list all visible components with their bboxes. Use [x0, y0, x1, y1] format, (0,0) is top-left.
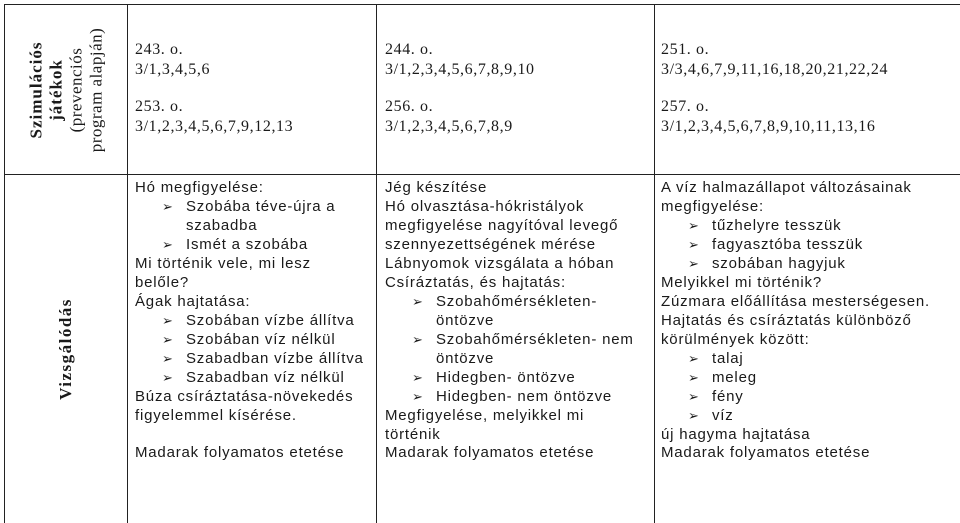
- line-text: Szobába téve-újra a: [186, 198, 336, 215]
- arrow-bullet-icon: ➢: [688, 371, 700, 386]
- line-text: tűzhelyre tesszük: [712, 217, 842, 234]
- bullet-item: [688, 387, 744, 406]
- exercise-list: 3/1,2,3,4,5,6,7,8,9: [385, 118, 513, 135]
- page-reference: 244. o.: [385, 41, 434, 58]
- bullet-item: [412, 292, 597, 311]
- bullet-item: [412, 368, 576, 387]
- activity-cell-col2: [385, 178, 651, 448]
- column-divider: [376, 4, 377, 523]
- bird-feeding-col1: Madarak folyamatos etetése: [135, 444, 345, 461]
- arrow-bullet-icon: ➢: [162, 352, 174, 367]
- bullet-item: [688, 349, 744, 368]
- row-label-vizsgalodas: [5, 175, 127, 523]
- column-divider: [127, 4, 128, 523]
- line-text: Hó olvasztása-hókristályok: [385, 198, 585, 215]
- text-line: [661, 197, 764, 216]
- row-label-line: program alapján): [86, 27, 105, 152]
- line-text: Mi történik vele, mi lesz: [135, 255, 311, 272]
- line-text: Ágak hajtatása:: [135, 293, 251, 310]
- bullet-item: [412, 387, 612, 406]
- row-label-szimulacios-jatekok: [5, 5, 127, 174]
- bird-feeding-col3: Madarak folyamatos etetése: [661, 444, 871, 461]
- reference-cell-col1: [135, 40, 293, 137]
- text-line: [385, 254, 614, 273]
- line-text: Csíráztatás, és hajtatás:: [385, 274, 566, 291]
- line-text: Szabadban víz nélkül: [186, 369, 345, 386]
- text-line: [436, 311, 494, 330]
- line-text: víz: [712, 407, 734, 424]
- line-text: körülmények között:: [661, 331, 810, 348]
- text-line: [385, 406, 584, 425]
- arrow-bullet-icon: ➢: [162, 200, 174, 215]
- text-line: [385, 178, 487, 197]
- line-text: fény: [712, 388, 744, 405]
- bullet-item: [688, 254, 846, 273]
- line-text: Jég készítése: [385, 179, 488, 196]
- arrow-bullet-icon: ➢: [688, 390, 700, 405]
- arrow-bullet-icon: ➢: [688, 219, 700, 234]
- exercise-list: 3/1,2,3,4,5,6,7,8,9,10: [385, 61, 535, 78]
- arrow-bullet-icon: ➢: [162, 371, 174, 386]
- bullet-item: [162, 235, 308, 254]
- activity-cell-col3: [661, 178, 957, 448]
- text-line: [661, 311, 912, 330]
- line-text: A víz halmazállapot változásainak: [661, 179, 912, 196]
- exercise-list: 3/1,3,4,5,6: [135, 61, 211, 78]
- text-line: [385, 273, 566, 292]
- page-reference: 251. o.: [661, 41, 710, 58]
- page-reference: 257. o.: [661, 98, 710, 115]
- bullet-item: [412, 330, 634, 349]
- text-line: [385, 216, 618, 235]
- line-text: öntözve: [436, 312, 495, 329]
- line-text: talaj: [712, 350, 744, 367]
- text-line: [135, 178, 264, 197]
- page-reference: 256. o.: [385, 98, 434, 115]
- bullet-item: [162, 311, 355, 330]
- text-line: [135, 292, 250, 311]
- bullet-item: [162, 368, 345, 387]
- line-text: Zúzmara előállítása mesterségesen.: [661, 293, 930, 310]
- row-label-bold-line: Szimulációs: [26, 41, 45, 138]
- text-line: [436, 349, 494, 368]
- activity-cell-col1: [135, 178, 373, 438]
- text-line: [661, 292, 930, 311]
- line-text: belőle?: [135, 274, 189, 291]
- row-label-text: Vizsgálódás: [55, 298, 75, 400]
- reference-cell-col2: [385, 40, 535, 137]
- exercise-list: 3/1,2,3,4,5,6,7,9,12,13: [135, 118, 294, 135]
- line-text: megfigyelése:: [661, 198, 764, 215]
- arrow-bullet-icon: ➢: [688, 352, 700, 367]
- line-text: Melyikkel mi történik?: [661, 274, 822, 291]
- page-reference: 253. o.: [135, 98, 184, 115]
- text-line: [661, 178, 912, 197]
- line-text: megfigyelése nagyítóval levegő: [385, 217, 619, 234]
- arrow-bullet-icon: ➢: [162, 333, 174, 348]
- row-label-line: (prevenciós: [66, 47, 85, 132]
- bullet-item: [688, 216, 841, 235]
- arrow-bullet-icon: ➢: [688, 257, 700, 272]
- exercise-list: 3/3,4,6,7,9,11,16,18,20,21,22,24: [661, 61, 889, 78]
- line-text: Szobahőmérsékleten- nem: [436, 331, 634, 348]
- line-text: Szabadban vízbe állítva: [186, 350, 364, 367]
- bird-feeding-col2: Madarak folyamatos etetése: [385, 444, 595, 461]
- table-border-top: [4, 4, 960, 5]
- page-reference: 243. o.: [135, 41, 184, 58]
- line-text: Búza csíráztatása-növekedés: [135, 388, 354, 405]
- arrow-bullet-icon: ➢: [412, 390, 424, 405]
- bullet-item: [688, 406, 734, 425]
- text-line: [385, 425, 441, 444]
- text-line: [661, 273, 822, 292]
- line-text: Hidegben- öntözve: [436, 369, 576, 386]
- line-text: Szobában vízbe állítva: [186, 312, 355, 329]
- row-label-bold-line: játékok: [46, 58, 65, 121]
- line-text: Hidegben- nem öntözve: [436, 388, 613, 405]
- arrow-bullet-icon: ➢: [412, 371, 424, 386]
- line-text: fagyasztóba tesszük: [712, 236, 864, 253]
- line-text: Megfigyelése, melyikkel mi: [385, 407, 585, 424]
- column-divider: [654, 4, 655, 523]
- arrow-bullet-icon: ➢: [162, 238, 174, 253]
- arrow-bullet-icon: ➢: [162, 314, 174, 329]
- line-text: figyelemmel kísérése.: [135, 407, 297, 424]
- text-line: [186, 216, 257, 235]
- arrow-bullet-icon: ➢: [412, 295, 424, 310]
- bullet-item: [162, 349, 364, 368]
- line-text: Szobában víz nélkül: [186, 331, 336, 348]
- line-text: meleg: [712, 369, 757, 386]
- text-line: [135, 406, 297, 425]
- arrow-bullet-icon: ➢: [688, 409, 700, 424]
- line-text: történik: [385, 426, 441, 443]
- line-text: Lábnyomok vizsgálata a hóban: [385, 255, 615, 272]
- text-line: [135, 273, 189, 292]
- exercise-list: 3/1,2,3,4,5,6,7,8,9,10,11,13,16: [661, 118, 876, 135]
- text-line: [135, 254, 311, 273]
- arrow-bullet-icon: ➢: [688, 238, 700, 253]
- text-line: [661, 425, 810, 444]
- line-text: szennyezettségének mérése: [385, 236, 596, 253]
- line-text: öntözve: [436, 350, 495, 367]
- bullet-item: [688, 235, 863, 254]
- bullet-item: [688, 368, 757, 387]
- line-text: Ismét a szobába: [186, 236, 309, 253]
- line-text: Hajtatás és csíráztatás különböző: [661, 312, 912, 329]
- reference-cell-col3: [661, 40, 888, 137]
- text-line: [385, 197, 584, 216]
- row-divider: [4, 174, 960, 175]
- text-line: [385, 235, 596, 254]
- text-line: [135, 387, 353, 406]
- line-text: Szobahőmérsékleten-: [436, 293, 598, 310]
- text-line: [661, 330, 810, 349]
- line-text: szabadba: [186, 217, 258, 234]
- bullet-item: [162, 330, 335, 349]
- line-text: Hó megfigyelése:: [135, 179, 264, 196]
- bullet-item: [162, 197, 335, 216]
- arrow-bullet-icon: ➢: [412, 333, 424, 348]
- line-text: új hagyma hajtatása: [661, 426, 811, 443]
- line-text: szobában hagyjuk: [712, 255, 846, 272]
